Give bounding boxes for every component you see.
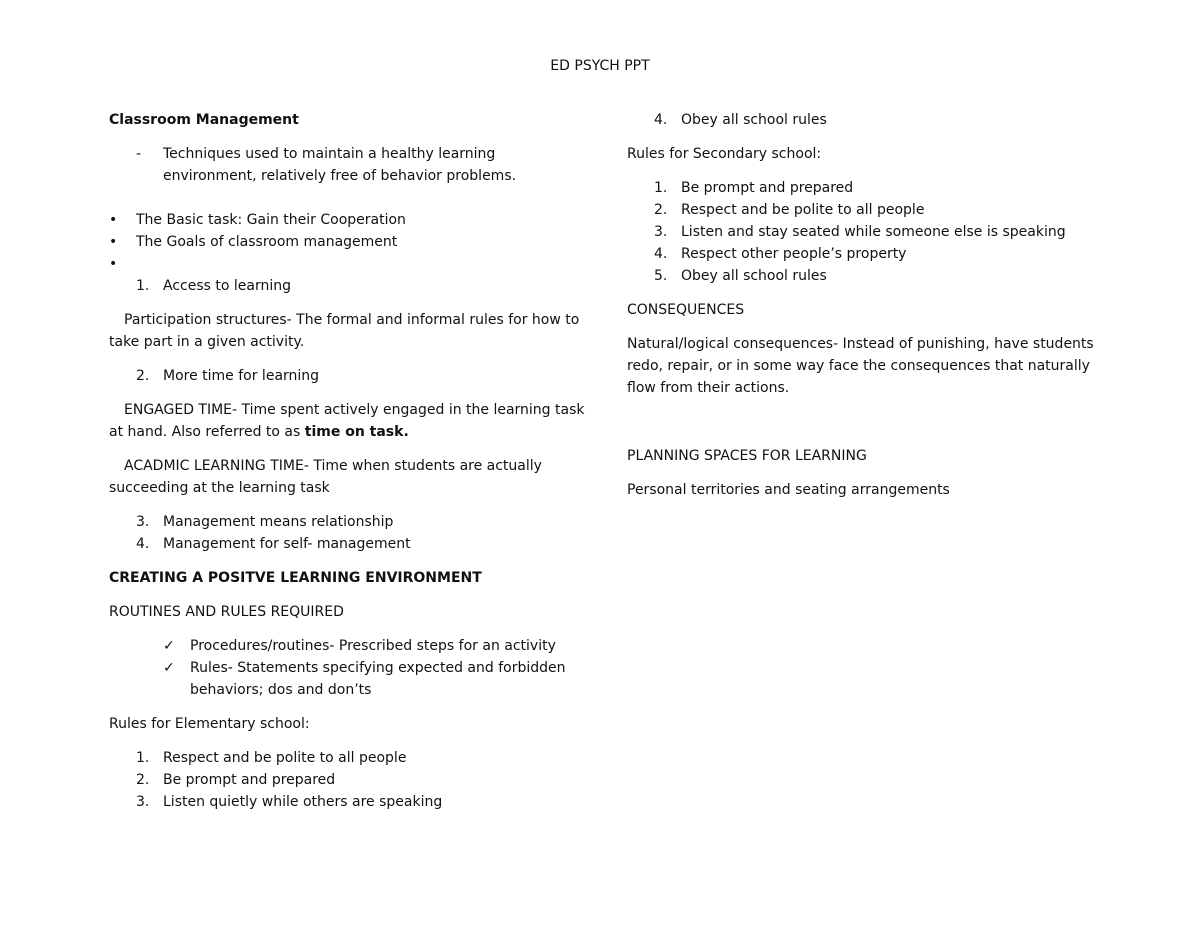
participation-line-2: take part in a given activity. [109,334,305,350]
list-number: 4. [136,536,150,552]
list-number: 1. [654,180,668,196]
list-number: 3. [136,514,150,530]
routines-heading: ROUTINES AND RULES REQUIRED [109,604,344,620]
rule-item: Respect and be polite to all people [163,750,407,766]
secondary-heading: Rules for Secondary school: [627,146,822,162]
list-number: 3. [136,794,150,810]
bullet-item: The Basic task: Gain their Cooperation [136,212,406,228]
engaged-line-1: ENGAGED TIME- Time spent actively engaged in the learning task [124,402,585,418]
definition-line-2: environment, relatively free of behavior problems. [163,168,517,184]
list-number: 2. [136,772,150,788]
consequences-heading: CONSEQUENCES [627,302,745,318]
goal-item: More time for learning [163,368,320,384]
rule-item: Be prompt and prepared [163,772,336,788]
planning-heading: PLANNING SPACES FOR LEARNING [627,448,867,464]
consequences-line-3: flow from their actions. [627,380,790,396]
list-number: 4. [654,246,668,262]
list-number: 4. [654,112,668,128]
dash-marker: - [136,146,142,162]
rule-item: Obey all school rules [681,268,827,284]
rule-item: Obey all school rules [681,112,827,128]
check-icon: ✓ [163,638,175,654]
rule-item: Be prompt and prepared [681,180,854,196]
consequences-line-1: Natural/logical consequences- Instead of punishing, have students [627,336,1094,352]
definition-line-1: Techniques used to maintain a healthy learning [163,146,496,162]
list-number: 5. [654,268,668,284]
engaged-line-2-text: at hand. Also referred to as [109,424,305,440]
goal-item: Access to learning [163,278,291,294]
list-number: 2. [136,368,150,384]
check-icon: ✓ [163,660,175,676]
elementary-heading: Rules for Elementary school: [109,716,310,732]
engaged-line-2 [109,423,409,441]
page-header: ED PSYCH PPT [550,58,650,74]
list-number: 2. [654,202,668,218]
rule-item: Listen and stay seated while someone else is speaking [681,224,1066,240]
time-on-task-term: time on task. [304,424,409,440]
consequences-line-2: redo, repair, or in some way face the consequences that naturally [627,358,1090,374]
check-item: Rules- Statements specifying expected and forbidden [190,660,566,676]
bullet-item: The Goals of classroom management [136,234,398,250]
bullet-icon: • [109,212,118,228]
section-title: Classroom Management [109,112,299,128]
list-number: 3. [654,224,668,240]
rule-item: Listen quietly while others are speaking [163,794,443,810]
check-item: Procedures/routines- Prescribed steps for an activity [190,638,556,654]
list-number: 1. [136,278,150,294]
academic-line-1: ACADMIC LEARNING TIME- Time when students are actually [124,458,542,474]
goal-item: Management for self- management [163,536,411,552]
positive-env-heading: CREATING A POSITVE LEARNING ENVIRONMENT [109,570,482,586]
rule-item: Respect other people’s property [681,246,907,262]
check-item-continued: behaviors; dos and don’ts [190,682,372,698]
bullet-icon: • [109,256,118,272]
rule-item: Respect and be polite to all people [681,202,925,218]
bullet-icon: • [109,234,118,250]
planning-text: Personal territories and seating arrangements [627,482,950,498]
goal-item: Management means relationship [163,514,394,530]
list-number: 1. [136,750,150,766]
academic-line-2: succeeding at the learning task [109,480,330,496]
participation-line-1: Participation structures- The formal and informal rules for how to [124,312,580,328]
